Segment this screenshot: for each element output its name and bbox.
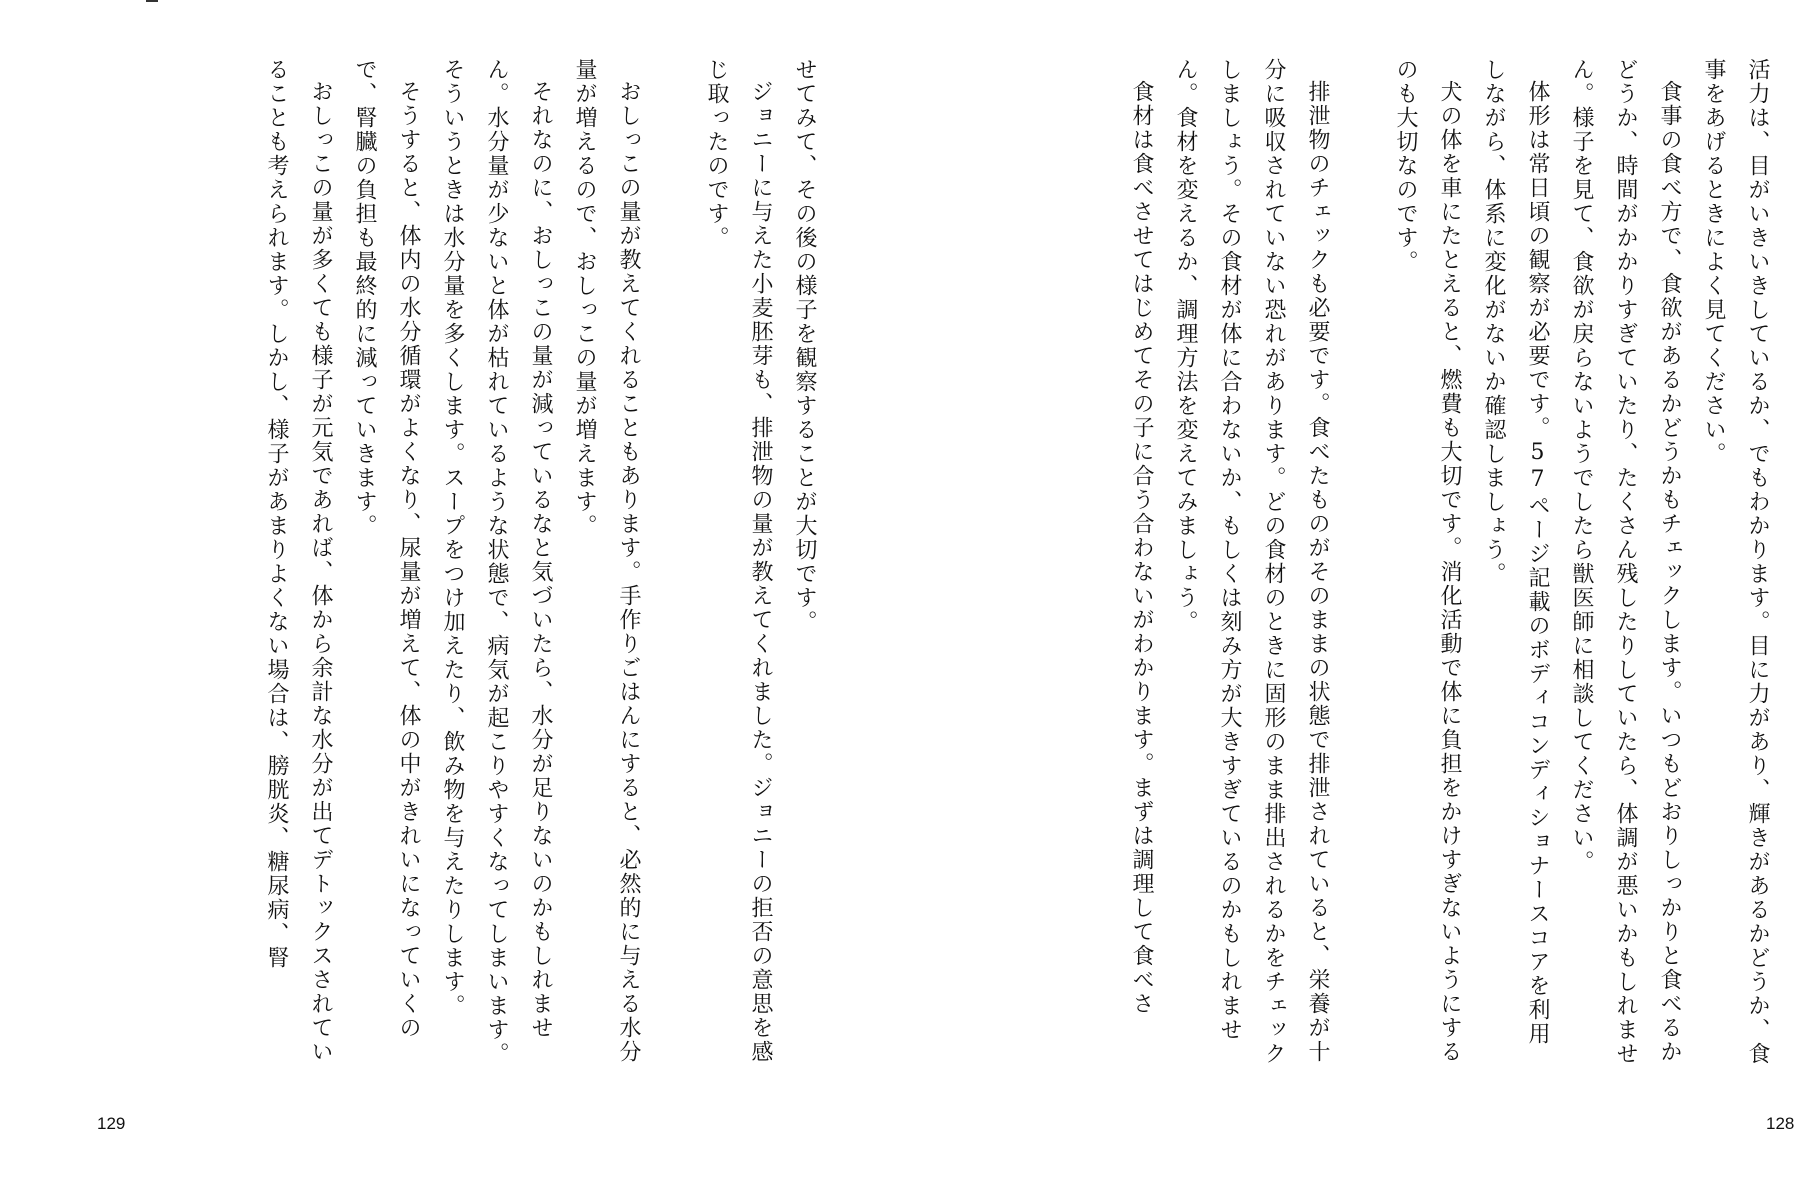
paragraph: 排泄物のチェックも必要です。食べたものがそのままの状態で排泄されていると、栄養が十分に吸収されていない恐れがあります。どの食材のときに固形のまま排出されるかをチェックしましょう。その食材が体に合わないか、もしくは刻み方が大きすぎているのかもしれません。食材を変えるか、調理方法を変えてみましょう。 (1173, 58, 1330, 1066)
paragraph: それなのに、おしっこの量が減っているなと気づいたら、水分が足りないのかもしれません。水分量が少ないと体が枯れているような状態で、病気が起こりやすくなってしまいます。そういうときは水分量を多くします。スープをつけ加えたり、飲み物を与えたりします。 (440, 58, 553, 1066)
left-page-text (138, 58, 826, 1068)
paragraph: 食事の食べ方で、食欲があるかどうかもチェックします。いつもどおりしっかりと食べるかどうか、時間がかかりすぎていたり、たくさん残したりしていたら、体調が悪いかもしれません。様子を見て、食欲が戻らないようでしたら獣医師に相談してください。 (1569, 58, 1682, 1066)
paragraph: そうすると、体内の水分循環がよくなり、尿量が増えて、体の中がきれいになっていくので、腎臓の負担も最終的に減っていきます。 (352, 58, 421, 1040)
page-number: 129 (97, 1114, 126, 1133)
page-number: 128 (1766, 1114, 1795, 1133)
paragraph: せてみて、その後の様子を観察することが大切です。 (792, 58, 817, 634)
paragraph: おしっこの量が多くても様子が元気であれば、体から余計な水分が出てデトックスされていることも考えられます。しかし、様子があまりよくない場合は、膀胱炎、糖尿病、腎 (264, 58, 333, 1064)
paragraph: 食材は食べさせてはじめてその子に合う合わないがわかります。まずは調理して食べさ (1129, 80, 1154, 1016)
paragraph: 活力は、目がいきいきしているか、でもわかります。目に力があり、輝きがあるかどうか、食事をあげるときによく見てください。 (1701, 58, 1770, 1066)
right-page-text (1129, 58, 1779, 1068)
paragraph: ジョニーに与えた小麦胚芽も、排泄物の量が教えてくれました。ジョニーの拒否の意思を感じ取ったのです。 (704, 58, 773, 1064)
paragraph: おしっこの量が教えてくれることもあります。手作りごはんにすると、必然的に与える水分量が増えるので、おしっこの量が増えます。 (572, 58, 641, 1064)
crop-mark (146, 0, 158, 2)
right-page (900, 0, 1800, 1200)
paragraph: 体形は常日頃の観察が必要です。57ページ記載のボディコンディショナースコアを利用しながら、体系に変化がないか確認しましょう。 (1481, 58, 1550, 1046)
paragraph: 犬の体を車にたとえると、燃費も大切です。消化活動で体に負担をかけすぎないようにするのも大切なのです。 (1393, 58, 1462, 1064)
